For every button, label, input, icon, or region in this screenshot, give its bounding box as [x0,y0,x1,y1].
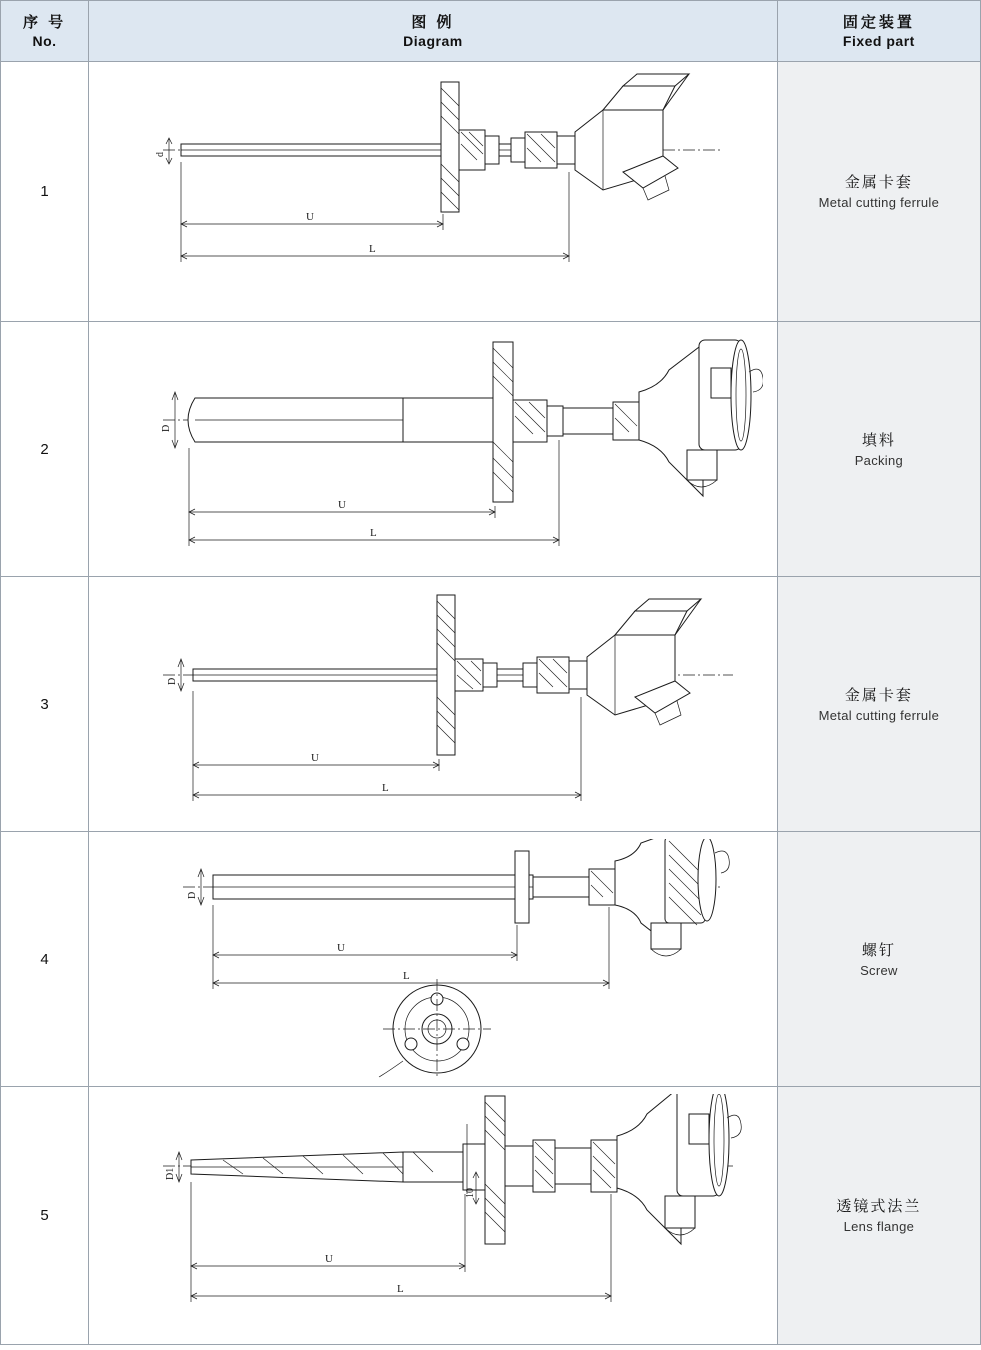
table-row [1,62,981,322]
diagram-cell-2 [89,322,778,577]
row-number: 5 [1,1087,89,1345]
svg-text:U: U [337,499,346,511]
diagram-cell-3 [89,577,778,832]
fixed-part-en: Packing [854,452,904,468]
fixed-part-en: Metal cutting ferrule [818,707,940,723]
svg-text:D: D [186,891,198,899]
header-row [1,1,981,62]
fixed-part-cn: 透镜式法兰 [836,1198,922,1215]
table-header [1,1,981,62]
svg-text:U: U [310,752,319,764]
column-header-no: 序 号 No. [1,1,89,62]
fixed-part-cell-1 [777,62,980,322]
svg-text:L: L [396,1282,404,1295]
table-row [1,577,981,832]
svg-text:L: L [381,782,389,794]
fixed-part-cell-5 [777,1087,980,1345]
svg-text:10: 10 [464,1187,476,1198]
fixed-part-en: Screw [860,962,898,978]
fixed-part-cn: 金属卡套 [844,174,913,191]
column-header-fixed-part: 固定装置 Fixed part [777,1,980,62]
column-header-diagram: 图 例 Diagram [89,1,778,62]
table-row [1,322,981,577]
table-row [1,1087,981,1345]
fixed-part-cell-2 [777,322,980,577]
row-number: 4 [1,832,89,1087]
row-number: 1 [1,62,89,322]
svg-text:d: d [154,151,166,157]
fixed-part-en: Lens flange [843,1219,915,1234]
svg-text:L: L [402,970,410,982]
row-number: 3 [1,577,89,832]
svg-text:U: U [336,942,345,954]
fixed-part-cn: 金属卡套 [844,686,913,704]
fixed-part-cn: 螺钉 [861,941,896,959]
fixed-part-cell-4 [777,832,980,1087]
diagram-cell-5 [89,1087,778,1345]
svg-text:L: L [369,527,377,539]
svg-text:D: D [166,677,178,685]
table-body [1,62,981,1345]
thermocouple-lens-flange-with-round-head-icon [89,1094,777,1338]
diagram-cell-1 [89,62,778,322]
row-number: 2 [1,322,89,577]
thermocouple-with-cutting-ferrule-and-angled-head-icon [89,72,777,312]
fixed-part-en: Metal cutting ferrule [818,195,940,210]
diagram-cell-4 [89,832,778,1087]
fixed-part-cell-3 [777,577,980,832]
table-row [1,832,981,1087]
thermocouple-screw-fixed-with-flange-face-view-icon [89,839,777,1079]
thermocouple-flange-mount-with-angled-head-icon [89,585,777,823]
svg-text:D1: D1 [164,1167,176,1180]
svg-text:L: L [368,242,376,255]
thermowell-with-flange-and-round-head-icon [89,330,777,568]
svg-text:D: D [160,424,172,432]
svg-text:U: U [305,210,314,223]
svg-text:U: U [324,1252,333,1265]
fixed-part-cn: 填料 [861,431,896,449]
